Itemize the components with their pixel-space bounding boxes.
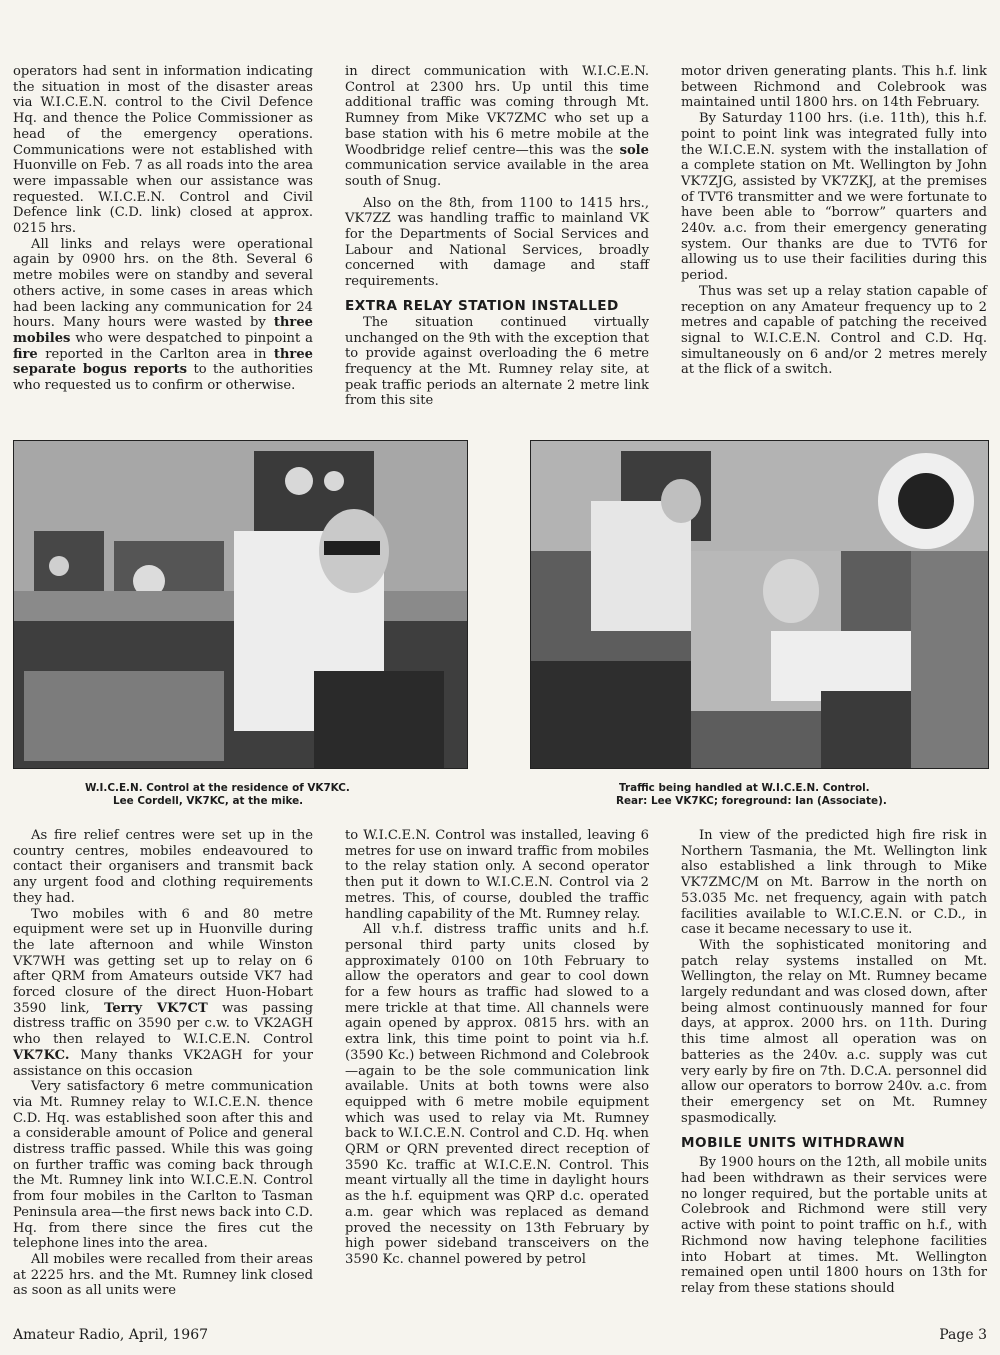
paragraph: All links and relays were operational again by 0900 hrs. on the 8th. Several 6 metre mobiles were on standby and several others active, in some cases in areas which had been lacking any communication for 24 hours. Many hours were wasted by three mobiles who were despatched to pinpoint a fire reported in the Carlton area in three separate bogus reports to the authorities who requested us to confirm or otherwise. <box>13 236 313 394</box>
photo-image <box>531 441 988 768</box>
bottom-column-left <box>13 828 313 1299</box>
paragraph: motor driven generating plants. This h.f. link between Richmond and Colebrook was maintained until 1800 hrs. on 14th February. <box>681 64 987 111</box>
photo-caption-left <box>85 782 405 808</box>
paragraph: With the sophisticated monitoring and patch relay systems installed on Mt. Wellington, the relay on Mt. Rumney became largely redundant and was closed down, after being almost continuously manned for four days, at approx. 2000 hrs. on 11th. During this time almost all operation was on batteries as the 240v. a.c. supply was cut very early by fire on 7th. D.C.A. personnel did allow our operators to borrow 240v. a.c. from their emergency set on Mt. Rumney spasmodically. <box>681 937 987 1126</box>
paragraph: In view of the predicted high fire risk in Northern Tasmania, the Mt. Wellington link also established a link through to Mike VK7ZMC/M on Mt. Barrow in the north on 53.035 Mc. net frequency, again with patch facilities available to W.I.C.E.N. or C.D., in case it became necessary to use it. <box>681 828 987 938</box>
paragraph: to W.I.C.E.N. Control was installed, leaving 6 metres for use on inward traffic from mobiles to the relay station only. A second operator then put it down to W.I.C.E.N. Control via 2 metres. This, of course, doubled the traffic handling capability of the Mt. Rumney relay. <box>345 828 649 922</box>
paragraph: Two mobiles with 6 and 80 metre equipment were set up in Huonville during the late afternoon and while Winston VK7WH was getting set up to relay on 6 after QRM from Amateurs outside VK7 had forced closure of the direct Huon-Hobart 3590 link, Terry VK7CT was passing distress traffic on 3590 per c.w. to VK2AGH who then relayed to W.I.C.E.N. Control VK7KC. Many thanks VK2AGH for your assistance on this occasion <box>13 906 313 1079</box>
paragraph: in direct communication with W.I.C.E.N. Control at 2300 hrs. Up until this time additional traffic was coming through Mt. Rumney from Mike VK7ZMC who set up a base station with his 6 metre mobile at the Woodbridge relief centre—this was the sole communication service available in the area south of Snug. <box>345 64 649 189</box>
paragraph: Thus was set up a relay station capable of reception on any Amateur frequency up to 2 metres and capable of patching the received signal to W.I.C.E.N. Control and C.D. Hq. simultaneously on 6 and/or 2 metres merely at the flick of a switch. <box>681 283 987 378</box>
paragraph: By 1900 hours on the 12th, all mobile units had been withdrawn as their services were no longer required, but the portable units at Colebrook and Richmond were still very active with point to point traffic on h.f., with Richmond now having telephone facilities into Hobart at times. Mt. Wellington remained open until 1800 hours on 13th for relay from these stations should <box>681 1155 987 1296</box>
paragraph: Also on the 8th, from 1100 to 1415 hrs., VK7ZZ was handling traffic to mainland VK for the Departments of Social Services and Labour and National Services, broadly concerned with damage and staff requirements. <box>345 195 649 290</box>
photo-image <box>14 441 467 768</box>
paragraph: As fire relief centres were set up in the country centres, mobiles endeavoured to contact their organisers and transmit back any urgent food and clothing requirements they had. <box>13 828 313 906</box>
section-heading-extra-relay: EXTRA RELAY STATION INSTALLED <box>345 297 619 314</box>
paragraph: operators had sent in information indicating the situation in most of the disaster areas via W.I.C.E.N. control to the Civil Defence Hq. and thence the Police Commissioner as head of the emergency operations. Communications were not established with Huonville on Feb. 7 as all roads into the area were impassable when our assistance was requested. W.I.C.E.N. Control and Civil Defence link (C.D. link) closed at approx. 0215 hrs. <box>13 64 313 237</box>
caption-line: W.I.C.E.N. Control at the residence of VK7KC. <box>85 782 350 794</box>
paragraph: Very satisfactory 6 metre communication via Mt. Rumney relay to W.I.C.E.N. thence C.D. Hq. was established soon after this and a considerable amount of Police and general distress traffic passed. While this was going on further traffic was coming back through the Mt. Rumney link into W.I.C.E.N. Control from four mobiles in the Carlton to Tasman Peninsula area—the first news back into C.D. Hq. from there since the fires cut the telephone lines into the area. <box>13 1079 313 1252</box>
caption-line: Lee Cordell, VK7KC, at the mike. <box>113 795 304 807</box>
footer-page-number: Page 3 <box>939 1327 987 1343</box>
bottom-column-right <box>681 828 987 1297</box>
section-heading-mobile-withdrawn: MOBILE UNITS WITHDRAWN <box>681 1135 906 1152</box>
paragraph: The situation continued virtually unchanged on the 9th with the exception that to provide against overloading the 6 metre frequency at the Mt. Rumney relay site, at peak traffic periods an alternate 2 metre link from this site <box>345 314 649 409</box>
top-column-left <box>13 64 313 394</box>
paragraph: By Saturday 1100 hrs. (i.e. 11th), this h.f. point to point link was integrated fully into the W.I.C.E.N. system with the installation of a complete station on Mt. Wellington by John VK7ZJG, assisted by VK7ZKJ, at the premises of TVT6 transmitter and we were fortunate to have been able to “borrow” quarters and 240v. a.c. from their emergency generating system. Our thanks are due to TVT6 for allowing us to use their facilities during this period. <box>681 111 987 284</box>
photo-wicen-control-residence <box>13 440 468 769</box>
paragraph: All v.h.f. distress traffic units and h.f. personal third party units closed by approximately 0100 on 10th February to allow the operators and gear to cool down for a few hours as traffic had slowed to a mere trickle at that time. All channels were again opened by approx. 0815 hrs. with an extra link, this time point to point via h.f. (3590 Kc.) between Richmond and Colebrook—again to be the sole communication link available. Units at both towns were also equipped with 6 metre mobile equipment which was used to relay via Mt. Rumney back to W.I.C.E.N. Control and C.D. Hq. when QRM or QRN prevented direct reception of 3590 Kc. traffic at W.I.C.E.N. Control. This meant virtually all the time in daylight hours as the h.f. equipment was QRP d.c. operated a.m. gear which was replaced as demand proved the necessity on 13th February by high power sideband transceivers on the 3590 Kc. channel powered by petrol <box>345 922 649 1267</box>
bottom-column-middle <box>345 828 649 1268</box>
top-column-right <box>681 64 987 378</box>
caption-line: Rear: Lee VK7KC; foreground: Ian (Associate). <box>616 795 887 807</box>
top-column-middle <box>345 64 649 409</box>
paragraph: All mobiles were recalled from their areas at 2225 hrs. and the Mt. Rumney link closed as soon as all units were <box>13 1251 313 1299</box>
caption-line: Traffic being handled at W.I.C.E.N. Control. <box>619 782 870 794</box>
photo-traffic-handled <box>530 440 989 769</box>
footer-publication: Amateur Radio, April, 1967 <box>13 1327 209 1343</box>
photo-caption-right <box>616 782 946 808</box>
